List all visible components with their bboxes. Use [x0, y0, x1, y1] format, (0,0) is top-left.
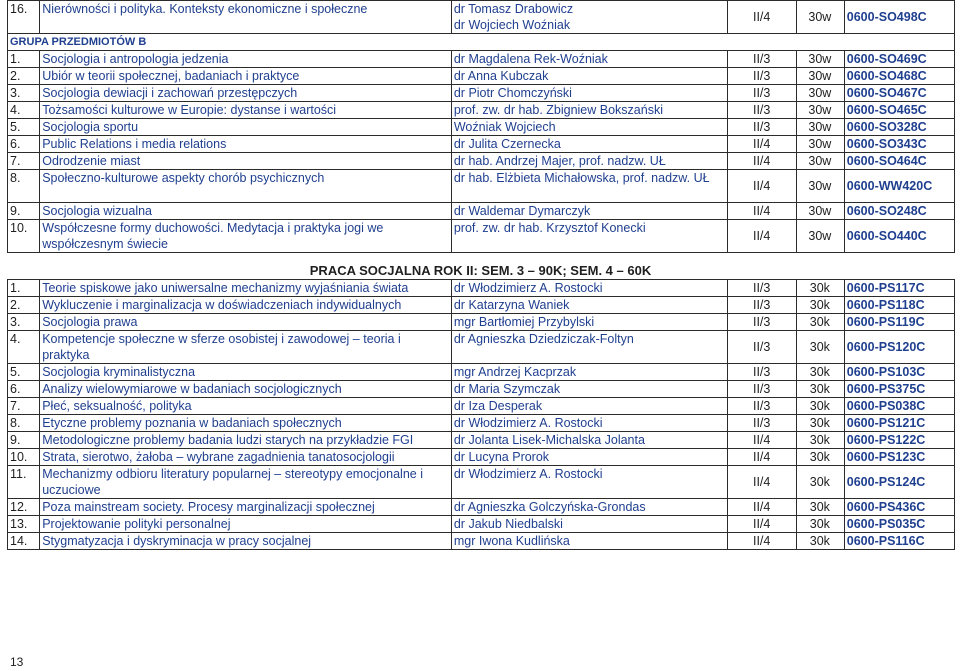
semester: II/3 — [728, 280, 797, 297]
course-code: 0600-SO464C — [844, 153, 954, 170]
hours: 30w — [796, 153, 844, 170]
course-code: 0600-PS103C — [844, 364, 954, 381]
table-row — [8, 331, 955, 364]
course-title: Społeczno-kulturowe aspekty chorób psychicznych — [40, 170, 452, 203]
row-number: 12. — [8, 499, 40, 516]
course-code: 0600-PS122C — [844, 432, 954, 449]
table-row — [8, 170, 955, 203]
table-row — [8, 415, 955, 432]
hours: 30k — [796, 516, 844, 533]
lecturer-name: dr Jakub Niedbalski — [451, 516, 728, 533]
lecturer-name: dr Maria Szymczak — [451, 381, 728, 398]
semester: II/4 — [728, 170, 797, 203]
semester: II/4 — [728, 499, 797, 516]
semester: II/3 — [728, 297, 797, 314]
course-code: 0600-SO469C — [844, 51, 954, 68]
courses-table-body — [8, 1, 955, 550]
semester: II/4 — [728, 136, 797, 153]
lecturer-name: dr Waldemar Dymarczyk — [451, 203, 728, 220]
lecturer-name: dr hab. Andrzej Majer, prof. nadzw. UŁ — [451, 153, 728, 170]
course-title: Tożsamości kulturowe w Europie: dystanse i wartości — [40, 102, 452, 119]
table-row — [8, 533, 955, 550]
semester: II/4 — [728, 449, 797, 466]
course-title: Socjologia wizualna — [40, 203, 452, 220]
course-code: 0600-PS123C — [844, 449, 954, 466]
course-title: Teorie spiskowe jako uniwersalne mechanizmy wyjaśniania świata — [40, 280, 452, 297]
lecturer-name: dr Jolanta Lisek-Michalska Jolanta — [451, 432, 728, 449]
table-row — [8, 297, 955, 314]
course-title: Analizy wielowymiarowe w badaniach socjologicznych — [40, 381, 452, 398]
lecturer-name: dr Agnieszka Dziedziczak-Foltyn — [451, 331, 728, 364]
hours: 30k — [796, 432, 844, 449]
row-number: 5. — [8, 119, 40, 136]
course-code: 0600-PS117C — [844, 280, 954, 297]
semester: II/4 — [728, 1, 797, 34]
row-number: 9. — [8, 432, 40, 449]
page-number: 13 — [10, 655, 24, 669]
table-row — [8, 51, 955, 68]
course-title: Projektowanie polityki personalnej — [40, 516, 452, 533]
course-title: Wykluczenie i marginalizacja w doświadczeniach indywidualnych — [40, 297, 452, 314]
course-code: 0600-PS120C — [844, 331, 954, 364]
lecturer-name: prof. zw. dr hab. Zbigniew Bokszański — [451, 102, 728, 119]
course-title: Etyczne problemy poznania w badaniach społecznych — [40, 415, 452, 432]
semester: II/3 — [728, 381, 797, 398]
row-number: 1. — [8, 280, 40, 297]
lecturer-name: dr Julita Czernecka — [451, 136, 728, 153]
course-title: Poza mainstream society. Procesy marginalizacji społecznej — [40, 499, 452, 516]
course-code: 0600-PS119C — [844, 314, 954, 331]
table-row — [8, 68, 955, 85]
row-number: 16. — [8, 1, 40, 34]
course-title: Metodologiczne problemy badania ludzi starych na przykładzie FGI — [40, 432, 452, 449]
semester: II/3 — [728, 68, 797, 85]
course-title: Stygmatyzacja i dyskryminacja w pracy socjalnej — [40, 533, 452, 550]
course-code: 0600-PS035C — [844, 516, 954, 533]
group-b-heading: GRUPA PRZEDMIOTÓW B — [8, 34, 955, 51]
hours: 30k — [796, 364, 844, 381]
semester: II/4 — [728, 203, 797, 220]
semester: II/3 — [728, 364, 797, 381]
course-title: Odrodzenie miast — [40, 153, 452, 170]
lecturer-name: mgr Iwona Kudlińska — [451, 533, 728, 550]
table-row — [8, 220, 955, 253]
hours: 30w — [796, 136, 844, 153]
hours: 30k — [796, 533, 844, 550]
row-number: 11. — [8, 466, 40, 499]
hours: 30k — [796, 314, 844, 331]
hours: 30w — [796, 1, 844, 34]
hours: 30k — [796, 466, 844, 499]
semester: II/4 — [728, 220, 797, 253]
row-number: 7. — [8, 153, 40, 170]
table-row — [8, 314, 955, 331]
row-number: 8. — [8, 415, 40, 432]
course-code: 0600-SO440C — [844, 220, 954, 253]
group-header-row — [8, 34, 955, 51]
course-code: 0600-SO328C — [844, 119, 954, 136]
course-code: 0600-PS375C — [844, 381, 954, 398]
course-code: 0600-SO343C — [844, 136, 954, 153]
lecturer-name: dr Włodzimierz A. Rostocki — [451, 280, 728, 297]
table-row — [8, 280, 955, 297]
course-code: 0600-SO248C — [844, 203, 954, 220]
courses-table — [7, 0, 955, 550]
semester: II/3 — [728, 51, 797, 68]
lecturer-name: dr Tomasz Drabowicz dr Wojciech Woźniak — [451, 1, 728, 34]
row-number: 6. — [8, 381, 40, 398]
course-code: 0600-SO465C — [844, 102, 954, 119]
course-title: Socjologia i antropologia jedzenia — [40, 51, 452, 68]
semester: II/3 — [728, 314, 797, 331]
lecturer-name: dr Włodzimierz A. Rostocki — [451, 415, 728, 432]
hours: 30w — [796, 203, 844, 220]
row-number: 1. — [8, 51, 40, 68]
hours: 30k — [796, 398, 844, 415]
row-number: 4. — [8, 102, 40, 119]
table-row — [8, 1, 955, 34]
course-title: Mechanizmy odbioru literatury popularnej – stereotypy emocjonalne i uczuciowe — [40, 466, 452, 499]
table-row — [8, 516, 955, 533]
table-row — [8, 153, 955, 170]
hours: 30k — [796, 449, 844, 466]
row-number: 3. — [8, 314, 40, 331]
row-number: 13. — [8, 516, 40, 533]
table-row — [8, 119, 955, 136]
course-code: 0600-PS436C — [844, 499, 954, 516]
course-title: Strata, sierotwo, żałoba – wybrane zagadnienia tanatosocjologii — [40, 449, 452, 466]
course-title: Nierówności i polityka. Konteksty ekonomiczne i społeczne — [40, 1, 452, 34]
lecturer-name: dr Katarzyna Waniek — [451, 297, 728, 314]
table-row — [8, 466, 955, 499]
row-number: 8. — [8, 170, 40, 203]
course-code: 0600-PS038C — [844, 398, 954, 415]
section-heading: PRACA SOCJALNA ROK II: SEM. 3 – 90K; SEM. 4 – 60K — [309, 263, 652, 278]
course-code: 0600-PS121C — [844, 415, 954, 432]
hours: 30k — [796, 280, 844, 297]
row-number: 10. — [8, 449, 40, 466]
hours: 30w — [796, 85, 844, 102]
table-row — [8, 432, 955, 449]
row-number: 9. — [8, 203, 40, 220]
semester: II/3 — [728, 415, 797, 432]
table-row — [8, 85, 955, 102]
row-number: 2. — [8, 68, 40, 85]
table-row — [8, 499, 955, 516]
course-code: 0600-SO468C — [844, 68, 954, 85]
row-number: 2. — [8, 297, 40, 314]
hours: 30k — [796, 297, 844, 314]
row-number: 10. — [8, 220, 40, 253]
row-number: 6. — [8, 136, 40, 153]
lecturer-name: prof. zw. dr hab. Krzysztof Konecki — [451, 220, 728, 253]
row-number: 14. — [8, 533, 40, 550]
section-heading-row — [8, 253, 955, 280]
hours: 30k — [796, 415, 844, 432]
course-title: Public Relations i media relations — [40, 136, 452, 153]
course-title: Współczesne formy duchowości. Medytacja i praktyka jogi we współczesnym świecie — [40, 220, 452, 253]
lecturer-name: dr Anna Kubczak — [451, 68, 728, 85]
row-number: 5. — [8, 364, 40, 381]
semester: II/4 — [728, 432, 797, 449]
table-row — [8, 136, 955, 153]
course-title: Socjologia sportu — [40, 119, 452, 136]
hours: 30w — [796, 220, 844, 253]
lecturer-name: dr Magdalena Rek-Woźniak — [451, 51, 728, 68]
hours: 30w — [796, 170, 844, 203]
lecturer-name: mgr Andrzej Kacprzak — [451, 364, 728, 381]
course-title: Socjologia kryminalistyczna — [40, 364, 452, 381]
row-number: 3. — [8, 85, 40, 102]
course-code: 0600-WW420C — [844, 170, 954, 203]
table-row — [8, 203, 955, 220]
table-row — [8, 381, 955, 398]
table-row — [8, 102, 955, 119]
course-code: 0600-SO467C — [844, 85, 954, 102]
course-code: 0600-PS118C — [844, 297, 954, 314]
lecturer-name: dr Iza Desperak — [451, 398, 728, 415]
course-title: Socjologia prawa — [40, 314, 452, 331]
lecturer-name: dr Agnieszka Golczyńska-Grondas — [451, 499, 728, 516]
table-row — [8, 398, 955, 415]
semester: II/3 — [728, 85, 797, 102]
semester: II/3 — [728, 119, 797, 136]
lecturer-name: dr Lucyna Prorok — [451, 449, 728, 466]
semester: II/4 — [728, 153, 797, 170]
course-title: Ubiór w teorii społecznej, badaniach i praktyce — [40, 68, 452, 85]
semester: II/4 — [728, 516, 797, 533]
lecturer-name: dr hab. Elżbieta Michałowska, prof. nadzw. UŁ — [451, 170, 728, 203]
semester: II/4 — [728, 466, 797, 499]
row-number: 7. — [8, 398, 40, 415]
course-title: Socjologia dewiacji i zachowań przestępczych — [40, 85, 452, 102]
course-code: 0600-SO498C — [844, 1, 954, 34]
lecturer-name: Woźniak Wojciech — [451, 119, 728, 136]
hours: 30w — [796, 51, 844, 68]
hours: 30w — [796, 119, 844, 136]
hours: 30w — [796, 68, 844, 85]
semester: II/3 — [728, 331, 797, 364]
hours: 30k — [796, 381, 844, 398]
table-row — [8, 364, 955, 381]
lecturer-name: dr Piotr Chomczyński — [451, 85, 728, 102]
hours: 30k — [796, 499, 844, 516]
course-code: 0600-PS124C — [844, 466, 954, 499]
lecturer-name: mgr Bartłomiej Przybylski — [451, 314, 728, 331]
semester: II/3 — [728, 398, 797, 415]
lecturer-name: dr Włodzimierz A. Rostocki — [451, 466, 728, 499]
hours: 30k — [796, 331, 844, 364]
row-number: 4. — [8, 331, 40, 364]
table-row — [8, 449, 955, 466]
semester: II/3 — [728, 102, 797, 119]
semester: II/4 — [728, 533, 797, 550]
course-title: Płeć, seksualność, polityka — [40, 398, 452, 415]
hours: 30w — [796, 102, 844, 119]
course-code: 0600-PS116C — [844, 533, 954, 550]
course-title: Kompetencje społeczne w sferze osobistej i zawodowej – teoria i praktyka — [40, 331, 452, 364]
